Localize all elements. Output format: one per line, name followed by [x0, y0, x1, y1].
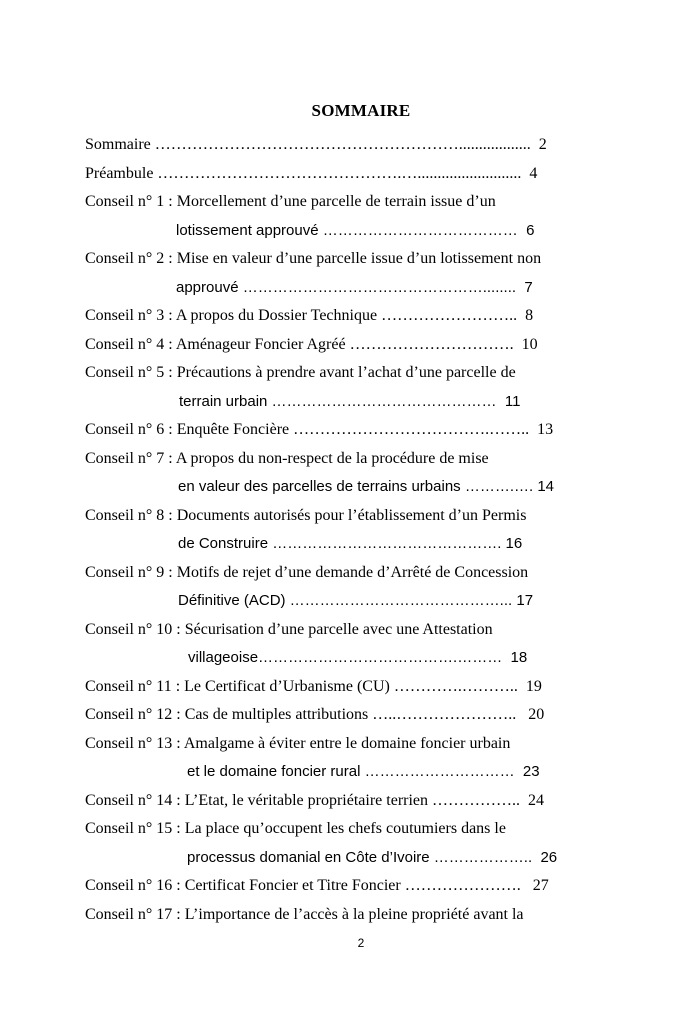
toc-entry-conseil-2-cont: approuvé …………………………………………........ 7 — [176, 279, 533, 296]
toc-entry-conseil-6: Conseil n° 6 : Enquête Foncière ……………………………….…….. 13 — [85, 421, 554, 438]
toc-entry-conseil-10-cont: villageoise………………………………….……… 18 — [188, 649, 528, 666]
toc-entry-conseil-15-cont: processus domanial en Côte d’Ivoire ……………….. 26 — [187, 849, 558, 866]
toc-entry-sommaire: Sommaire ………………………………………………….................. 2 — [85, 136, 547, 153]
page-number: 2 — [357, 936, 365, 950]
toc-entry-conseil-13: Conseil n° 13 : Amalgame à éviter entre le domaine foncier urbain — [85, 735, 511, 752]
toc-entry-conseil-11: Conseil n° 11 : Le Certificat d’Urbanisme (CU) ………….……….. 19 — [85, 678, 542, 695]
page-title: SOMMAIRE — [311, 101, 411, 120]
toc-entry-conseil-8: Conseil n° 8 : Documents autorisés pour l’établissement d’un Permis — [85, 507, 527, 524]
toc-entry-conseil-16: Conseil n° 16 : Certificat Foncier et Titre Foncier …………………. 27 — [85, 877, 549, 894]
toc-entry-conseil-3: Conseil n° 3 : A propos du Dossier Technique …………………….. 8 — [85, 307, 534, 324]
toc-entry-conseil-10: Conseil n° 10 : Sécurisation d’une parcelle avec une Attestation — [85, 621, 493, 638]
toc-entry-conseil-5: Conseil n° 5 : Précautions à prendre avant l’achat d’une parcelle de — [85, 364, 516, 381]
toc-entry-conseil-2: Conseil n° 2 : Mise en valeur d’une parcelle issue d’un lotissement non — [85, 250, 542, 267]
toc-entry-conseil-15: Conseil n° 15 : La place qu’occupent les chefs coutumiers dans le — [85, 820, 506, 837]
toc-entry-conseil-14: Conseil n° 14 : L’Etat, le véritable propriétaire terrien …………….. 24 — [85, 792, 545, 809]
toc-entry-conseil-9: Conseil n° 9 : Motifs de rejet d’une demande d’Arrêté de Concession — [85, 564, 529, 581]
toc-entry-conseil-1-cont: lotissement approuvé ………………………………… 6 — [176, 222, 535, 239]
toc-entry-conseil-5-cont: terrain urbain ……………………………………… 11 — [179, 393, 521, 410]
toc-entry-conseil-7-cont: en valeur des parcelles de terrains urbains ……….…. 14 — [178, 478, 555, 495]
toc-entry-conseil-8-cont: de Construire ………………………………………. 16 — [178, 535, 523, 552]
toc-entry-conseil-12: Conseil n° 12 : Cas de multiples attributions …..………………….. 20 — [85, 706, 545, 723]
toc-entry-preambule: Préambule ……………………………………….….......................... 4 — [85, 165, 538, 182]
toc-entry-conseil-7: Conseil n° 7 : A propos du non-respect de la procédure de mise — [85, 450, 489, 467]
toc-entry-conseil-1: Conseil n° 1 : Morcellement d’une parcelle de terrain issue d’un — [85, 193, 496, 210]
toc-entry-conseil-13-cont: et le domaine foncier rural ………………………… 23 — [187, 763, 540, 780]
toc-entry-conseil-9-cont: Définitive (ACD) ……………………………………... 17 — [178, 592, 534, 609]
toc-entry-conseil-4: Conseil n° 4 : Aménageur Foncier Agréé …………………………. 10 — [85, 336, 538, 353]
toc-entry-conseil-17: Conseil n° 17 : L’importance de l’accès à la pleine propriété avant la — [85, 906, 524, 923]
